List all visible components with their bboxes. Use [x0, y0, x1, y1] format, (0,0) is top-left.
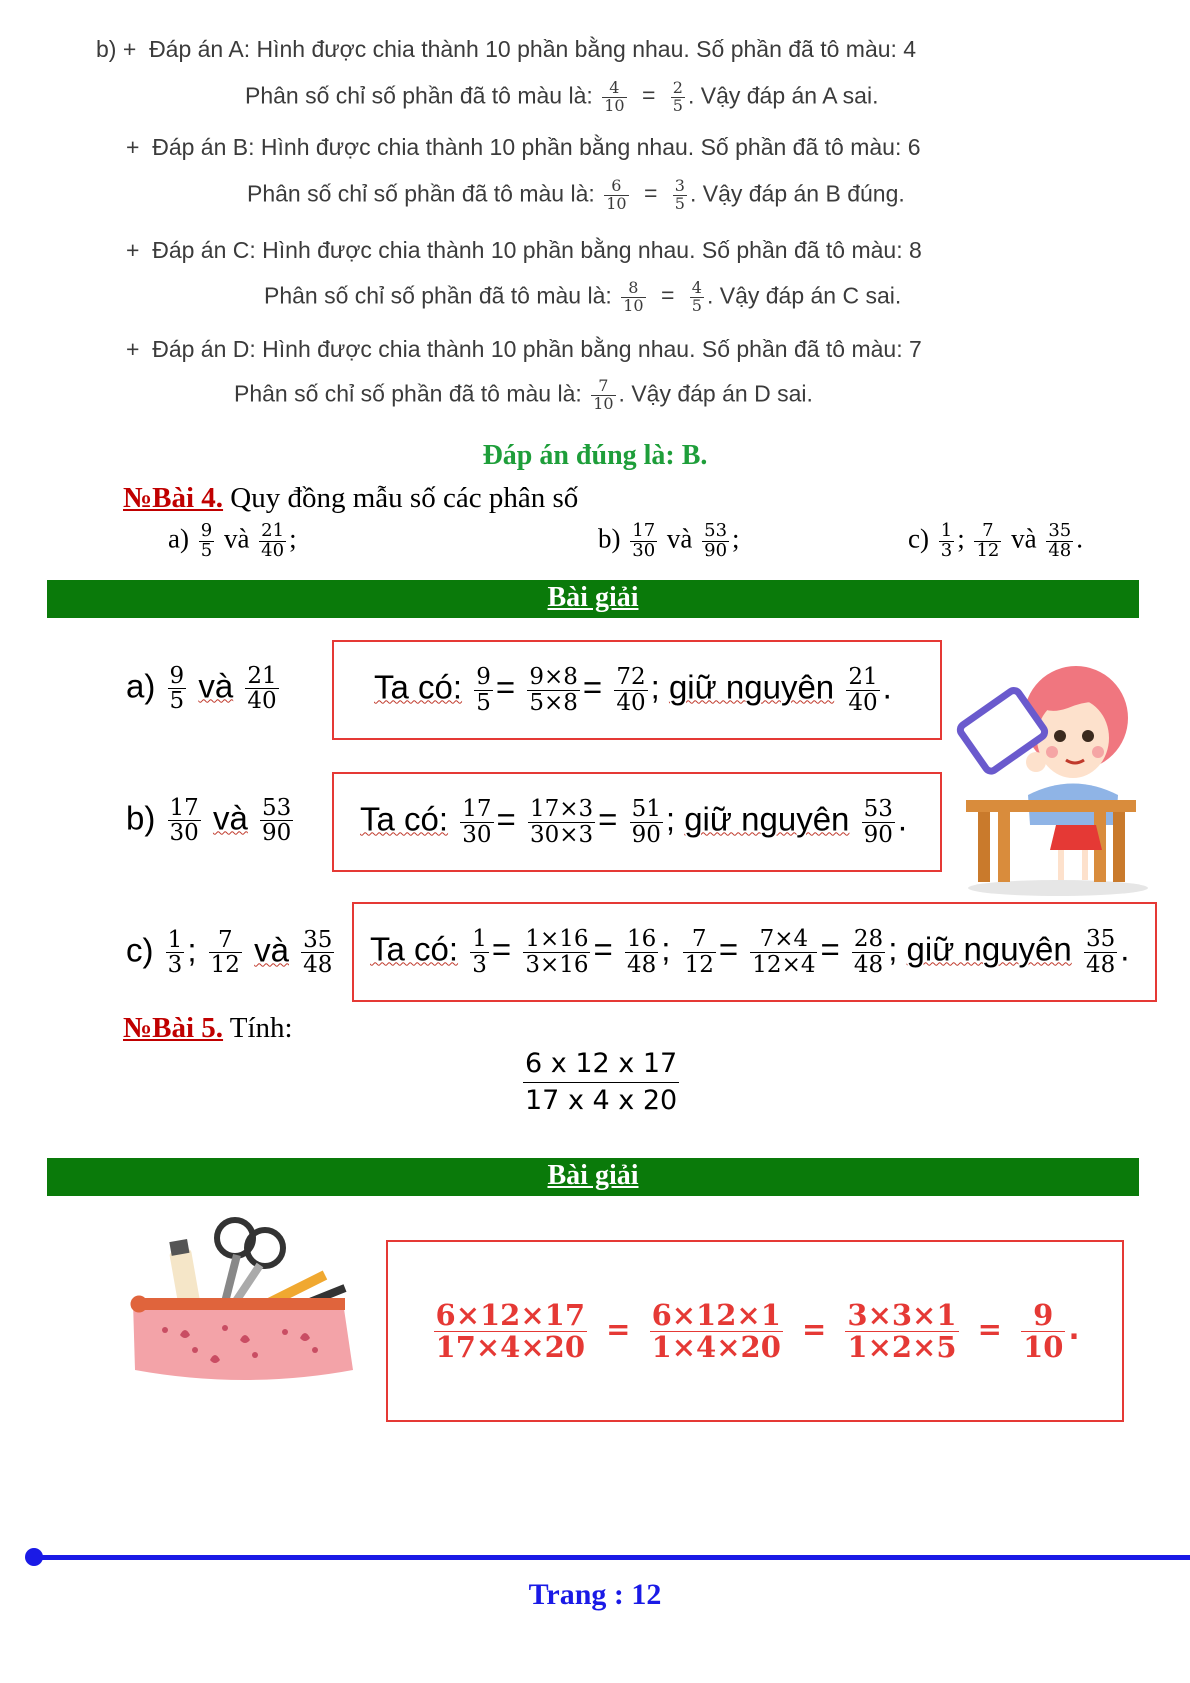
sol4-b-work: Ta có: $\frac{17}{30}$ = $\frac{17\times 3}{30\times 3}$ = $\frac{51}{90}$ ; giữ nguyên $\frac{53}{90}$ . — [360, 796, 908, 848]
option-c-heading: + Đáp án C: Hình được chia thành 10 phần bằng nhau. Số phần đã tô màu: 8 — [126, 237, 922, 263]
option-c-fraction-line: Phân số chỉ số phần đã tô màu là: $\frac{8}{10}$ = $\frac{4}{5}$ . Vậy đáp án C sai. — [264, 278, 902, 315]
option-d-fraction-line: Phân số chỉ số phần đã tô màu là: $\frac{7}{10}$ . Vậy đáp án D sai. — [234, 376, 813, 413]
bai4-item-b: b) $\frac{17}{30}$ và $\frac{53}{90}$ ; — [598, 520, 740, 561]
sol4-b-question: b) $\frac{17}{30}$ và $\frac{53}{90}$ — [126, 795, 292, 847]
sol4-b-box — [332, 772, 942, 872]
solution-header-title: Bài giải — [547, 582, 639, 613]
sol4-a-box — [332, 640, 942, 740]
pencil-case-illustration — [125, 1210, 365, 1385]
footer-rule — [26, 1555, 1190, 1560]
bai5-label: №Bài 5. — [123, 1012, 224, 1044]
bai5-heading: №Bài 5. Tính: — [123, 1012, 293, 1044]
sol5-box — [386, 1240, 1124, 1422]
bai4-item-c: c) $\frac{1}{3}$ ; $\frac{7}{12}$ và $\frac{35}{48}$ . — [908, 520, 1083, 561]
option-d-heading: + Đáp án D: Hình được chia thành 10 phần bằng nhau. Số phần đã tô màu: 7 — [126, 336, 922, 362]
option-a-heading: b) + Đáp án A: Hình được chia thành 10 phần bằng nhau. Số phần đã tô màu: 4 — [96, 36, 917, 62]
page-number: Trang : 12 — [528, 1578, 662, 1611]
option-b-heading: + Đáp án B: Hình được chia thành 10 phần bằng nhau. Số phần đã tô màu: 6 — [126, 134, 921, 160]
footer-rule-dot — [25, 1548, 43, 1566]
correct-answer: Đáp án đúng là: B. — [482, 440, 708, 471]
sol4-c-work: Ta có: $\frac{1}{3}$ = $\frac{1\times 16}{3\times 16}$ = $\frac{16}{48}$ ; $\frac{7}{12}$ = $\frac{7\times 4}{12\times 4}$ = $\frac{28}{48}$ ; giữ nguyên $\frac{35}{48}$ . — [370, 926, 1130, 978]
sol4-c-question: c) $\frac{1}{3}$ ; $\frac{7}{12}$ và $\frac{35}{48}$ — [126, 927, 333, 979]
bai4-heading: №Bài 4. Quy đồng mẫu số các phân số — [123, 482, 579, 514]
solution-header-bar-2 — [47, 1158, 1139, 1196]
bai4-label: №Bài 4. — [123, 482, 224, 514]
solution-header-bar — [47, 580, 1139, 618]
sol4-a-question: a) $\frac{9}{5}$ và $\frac{21}{40}$ — [126, 663, 277, 715]
solution-header-title-2: Bài giải — [547, 1160, 639, 1191]
option-b-fraction-line: Phân số chỉ số phần đã tô màu là: $\frac{6}{10}$ = $\frac{3}{5}$ . Vậy đáp án B đúng. — [247, 176, 905, 213]
sol4-c-box — [352, 902, 1157, 1002]
sol4-a-work: Ta có: $\frac{9}{5}$ = $\frac{9\times 8}{5\times 8}$ = $\frac{72}{40}$ ; giữ nguyên $\frac{21}{40}$ . — [374, 664, 892, 716]
bai4-item-a: a) $\frac{9}{5}$ và $\frac{21}{40}$ ; — [168, 520, 297, 561]
girl-at-desk-illustration — [948, 660, 1158, 900]
option-a-fraction-line: Phân số chỉ số phần đã tô màu là: $\frac{4}{10}$ = $\frac{2}{5}$ . Vậy đáp án A sai. — [245, 78, 879, 115]
bai5-expression: $\frac{6 x 12 x 17}{17 x 4 x 20}$ — [525, 1048, 678, 1117]
sol5-work: $\frac{6\times 12\times 17}{17\times 4\times 20}$ = $\frac{6\times 12\times 1}{1\times 4\times 20}$ = $\frac{3\times 3\times 1}{1\times 2\times 5}$ = $\frac{9}{10}$ . — [435, 1298, 1080, 1364]
